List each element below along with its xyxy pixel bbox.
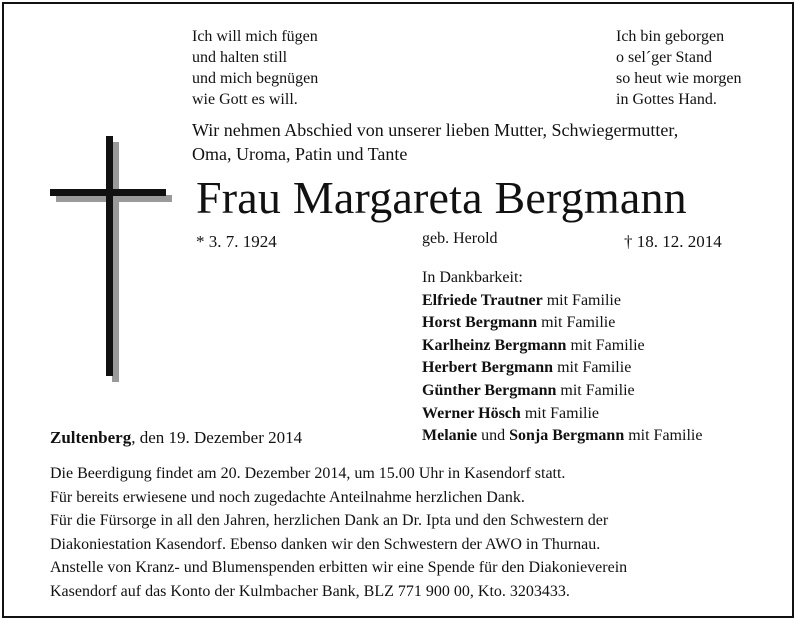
mourner-suffix: mit Familie <box>537 314 616 332</box>
intro-line: Oma, Uroma, Patin und Tante <box>192 144 408 164</box>
mourner-line <box>422 380 702 403</box>
birth-date: * 3. 7. 1924 <box>196 232 277 251</box>
detail-line: Diakoniestation Kasendorf. Ebenso danken wir den Schwestern der AWO in Thurnau. <box>50 535 601 553</box>
deceased-name: Frau Margareta Bergmann <box>196 172 687 223</box>
mourner-suffix: mit Familie <box>624 427 703 445</box>
verse-line: in Gottes Hand. <box>616 91 717 108</box>
verse-right <box>616 26 741 110</box>
mourner-name: Herbert Bergmann <box>422 359 554 377</box>
obituary-notice <box>2 2 794 618</box>
place-and-date <box>50 428 302 448</box>
mourner-name: Sonja Bergmann <box>509 427 625 445</box>
mourner-suffix: mit Familie <box>553 359 632 377</box>
mourner-line <box>422 425 702 448</box>
place-date: , den 19. Dezember 2014 <box>131 428 303 447</box>
verse-line: so heut wie morgen <box>616 70 742 87</box>
detail-line: Für bereits erwiesene und noch zugedachte Anteilnahme herzlichen Dank. <box>50 488 525 506</box>
mourner-name: Karlheinz Bergmann <box>422 336 567 354</box>
mourner-suffix: mit Familie <box>556 381 635 399</box>
thanks-heading: In Dankbarkeit: <box>422 269 523 286</box>
mourner-line <box>422 312 702 335</box>
detail-line: Die Beerdigung findet am 20. Dezember 2014, um 15.00 Uhr in Kasendorf statt. <box>50 465 566 482</box>
detail-line: Für die Fürsorge in all den Jahren, herzlichen Dank an Dr. Ipta und den Schwestern der <box>50 512 609 530</box>
verse-line: Ich bin geborgen <box>616 28 725 45</box>
intro-line: Wir nehmen Abschied von unserer lieben Mutter, Schwiegermutter, <box>192 120 679 140</box>
verse-line: und halten still <box>192 49 288 66</box>
verse-line: und mich begnügen <box>192 70 319 87</box>
detail-line: Anstelle von Kranz- und Blumenspenden erbitten wir eine Spende für den Diakonieverein <box>50 559 628 577</box>
mourner-suffix: mit Familie <box>520 404 600 422</box>
verse-line: Ich will mich fügen <box>192 28 318 45</box>
verse-line: o sel´ger Stand <box>616 49 712 66</box>
mourner-connector: und <box>477 427 510 445</box>
place-town: Zultenberg <box>50 428 132 447</box>
cross-icon <box>50 132 180 382</box>
mourner-line <box>422 335 702 358</box>
funeral-details <box>50 462 627 604</box>
maiden-name: geb. Herold <box>422 230 498 247</box>
mourner-line <box>422 290 702 313</box>
farewell-intro <box>192 118 678 166</box>
verse-left <box>192 26 318 110</box>
mourner-name: Werner Hösch <box>422 404 521 422</box>
verse-line: wie Gott es will. <box>192 91 298 108</box>
mourner-line <box>422 403 702 426</box>
mourner-line <box>422 357 702 380</box>
mourner-name: Horst Bergmann <box>422 314 538 332</box>
death-date: † 18. 12. 2014 <box>624 232 722 251</box>
mourner-suffix: mit Familie <box>566 336 645 354</box>
mourner-suffix: mit Familie <box>542 291 621 309</box>
mourners-list <box>422 267 702 448</box>
detail-line: Kasendorf auf das Konto der Kulmbacher Bank, BLZ 771 900 00, Kto. 3203433. <box>50 582 570 600</box>
mourner-name: Günther Bergmann <box>422 381 557 399</box>
mourner-name: Elfriede Trautner <box>422 291 543 309</box>
mourner-name: Melanie <box>422 427 478 445</box>
